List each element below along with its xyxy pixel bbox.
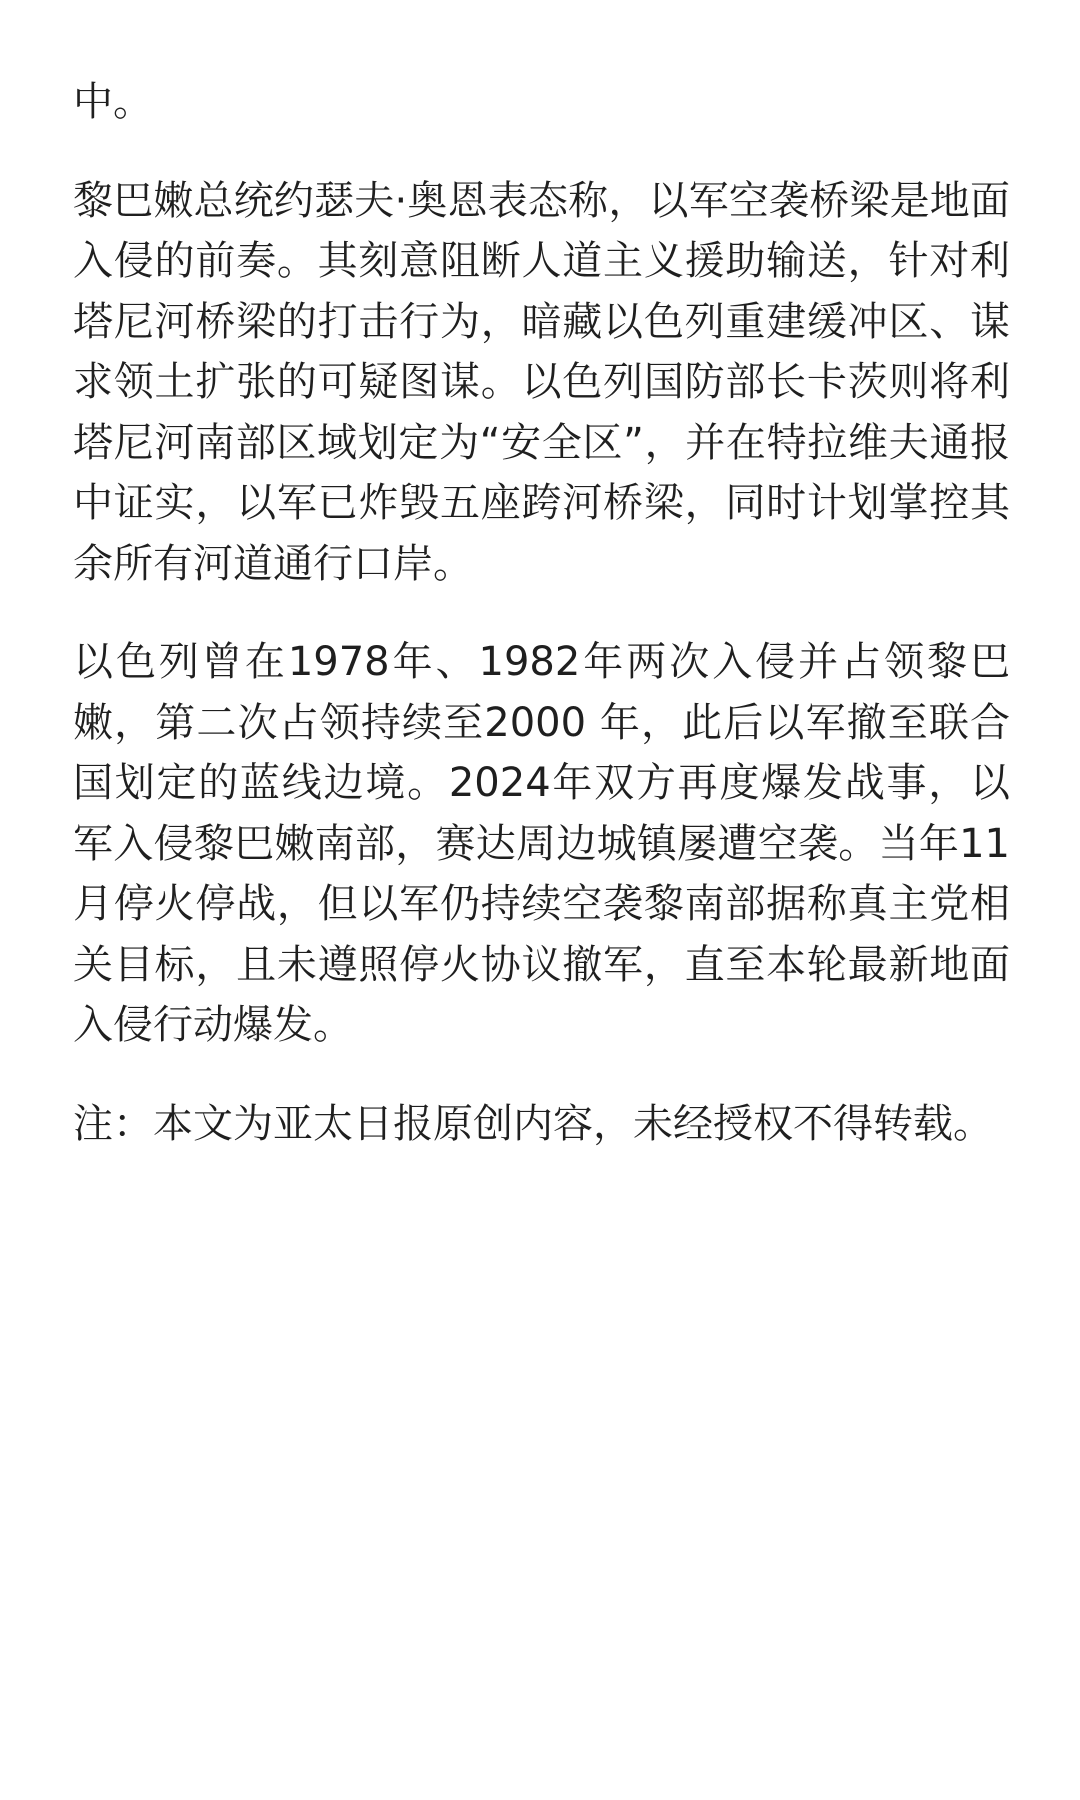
- paragraph-lebanon-president: 黎巴嫩总统约瑟夫·奥恩表态称，以军空袭桥梁是地面入侵的前奏。其刻意阻断人道主义援助输送，针对利塔尼河桥梁的打击行为，暗藏以色列重建缓冲区、谋求领土扩张的可疑图谋。以色列国防部长卡茨则将利塔尼河南部区域划定为“安全区”，并在特拉维夫通报中证实，以军已炸毁五座跨河桥梁，同时计划掌控其余所有河道通行口岸。: [73, 177, 1010, 587]
- copyright-note: 注：本文为亚太日报原创内容，未经授权不得转载。: [73, 1100, 993, 1147]
- paragraph-fragment: 中。: [73, 79, 153, 125]
- paragraph-history: 以色列曾在1978年、1982年两次入侵并占领黎巴嫩，第二次占领持续至2000 年，此后以军撤至联合国划定的蓝线边境。2024年双方再度爆发战事，以军入侵黎巴嫩南部，赛达周边城镇屡遭空袭。当年11月停火停战，但以军仍持续空袭黎南部据称真主党相关目标，且未遵照停火协议撤军，直至本轮最新地面入侵行动爆发。: [73, 639, 1010, 1048]
